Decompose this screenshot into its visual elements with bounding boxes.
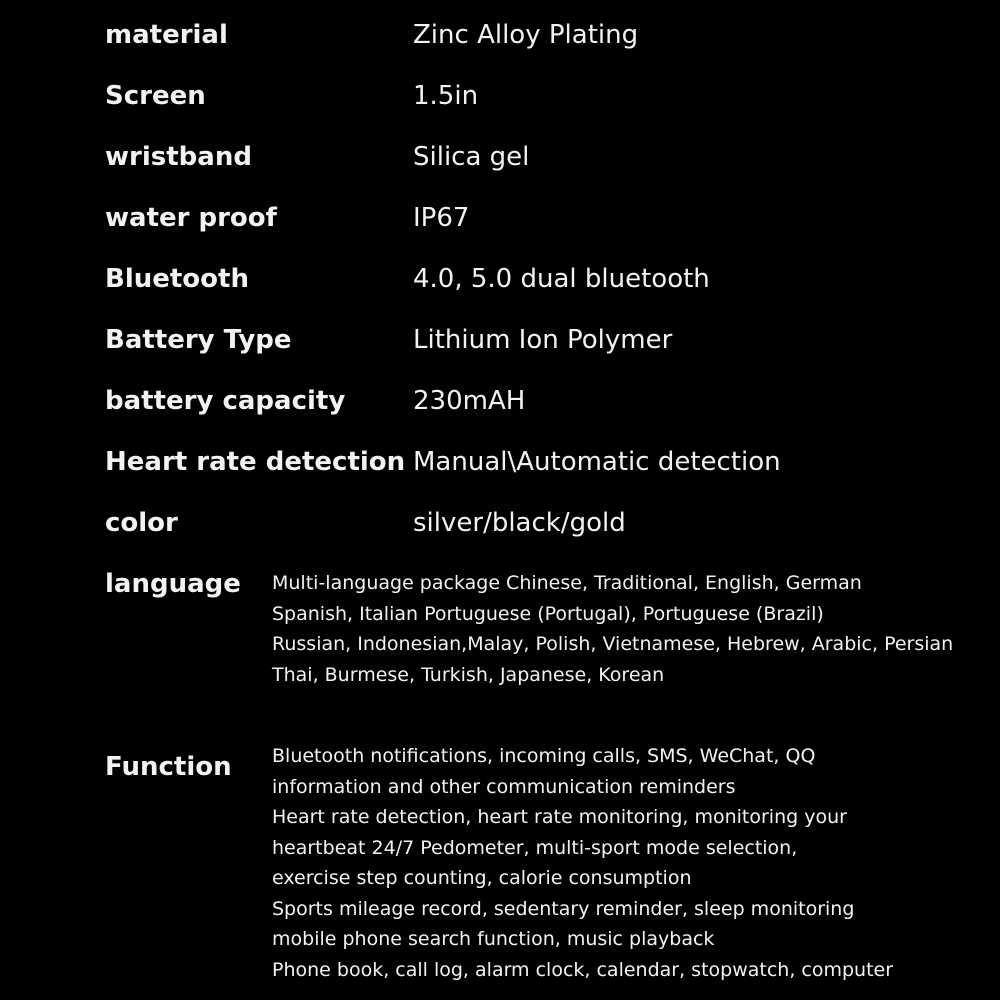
function-line: Phone book, call log, alarm clock, calendar, stopwatch, computer [272,958,894,981]
spec-label-bluetooth: Bluetooth [105,264,249,294]
spec-value-battery-capacity: 230mAH [413,386,526,416]
spec-label-function: Function [105,752,232,782]
language-line: Spanish, Italian Portuguese (Portugal), Portuguese (Brazil) [272,602,824,625]
function-line: exercise step counting, calorie consumption [272,867,692,889]
language-line: Thai, Burmese, Turkish, Japanese, Korean [272,663,665,686]
spec-label-water-proof: water proof [105,203,277,233]
spec-label-material: material [105,20,228,50]
spec-value-heart-rate-detection: Manual\Automatic detection [413,447,781,477]
spec-label-language: language [105,569,241,599]
function-line: Heart rate detection, heart rate monitoring, monitoring your [272,806,847,828]
spec-value-battery-type: Lithium Ion Polymer [413,325,673,355]
spec-value-wristband: Silica gel [413,142,530,172]
function-line: heartbeat 24/7 Pedometer, multi-sport mode selection, [272,836,798,859]
language-list [272,568,953,690]
spec-value-material: Zinc Alloy Plating [413,20,639,50]
function-list [272,741,893,985]
function-line: Bluetooth notifications, incoming calls, SMS, WeChat, QQ [272,745,816,767]
spec-label-battery-type: Battery Type [105,325,292,355]
spec-value-color: silver/black/gold [413,508,626,538]
spec-value-screen: 1.5in [413,81,479,111]
function-line: information and other communication reminders [272,775,736,798]
function-line: mobile phone search function, music playback [272,928,715,950]
spec-label-battery-capacity: battery capacity [105,386,346,416]
spec-value-bluetooth: 4.0, 5.0 dual bluetooth [413,264,710,294]
spec-label-color: color [105,508,178,538]
spec-label-wristband: wristband [105,142,252,172]
spec-label-heart-rate-detection: Heart rate detection [105,447,406,477]
spec-label-screen: Screen [105,81,206,111]
language-line: Multi-language package Chinese, Traditional, English, German [272,572,862,594]
function-line: Sports mileage record, sedentary reminder, sleep monitoring [272,897,855,920]
spec-value-water-proof: IP67 [413,203,470,233]
language-line: Russian, Indonesian,Malay, Polish, Vietnamese, Hebrew, Arabic, Persian [272,633,954,655]
